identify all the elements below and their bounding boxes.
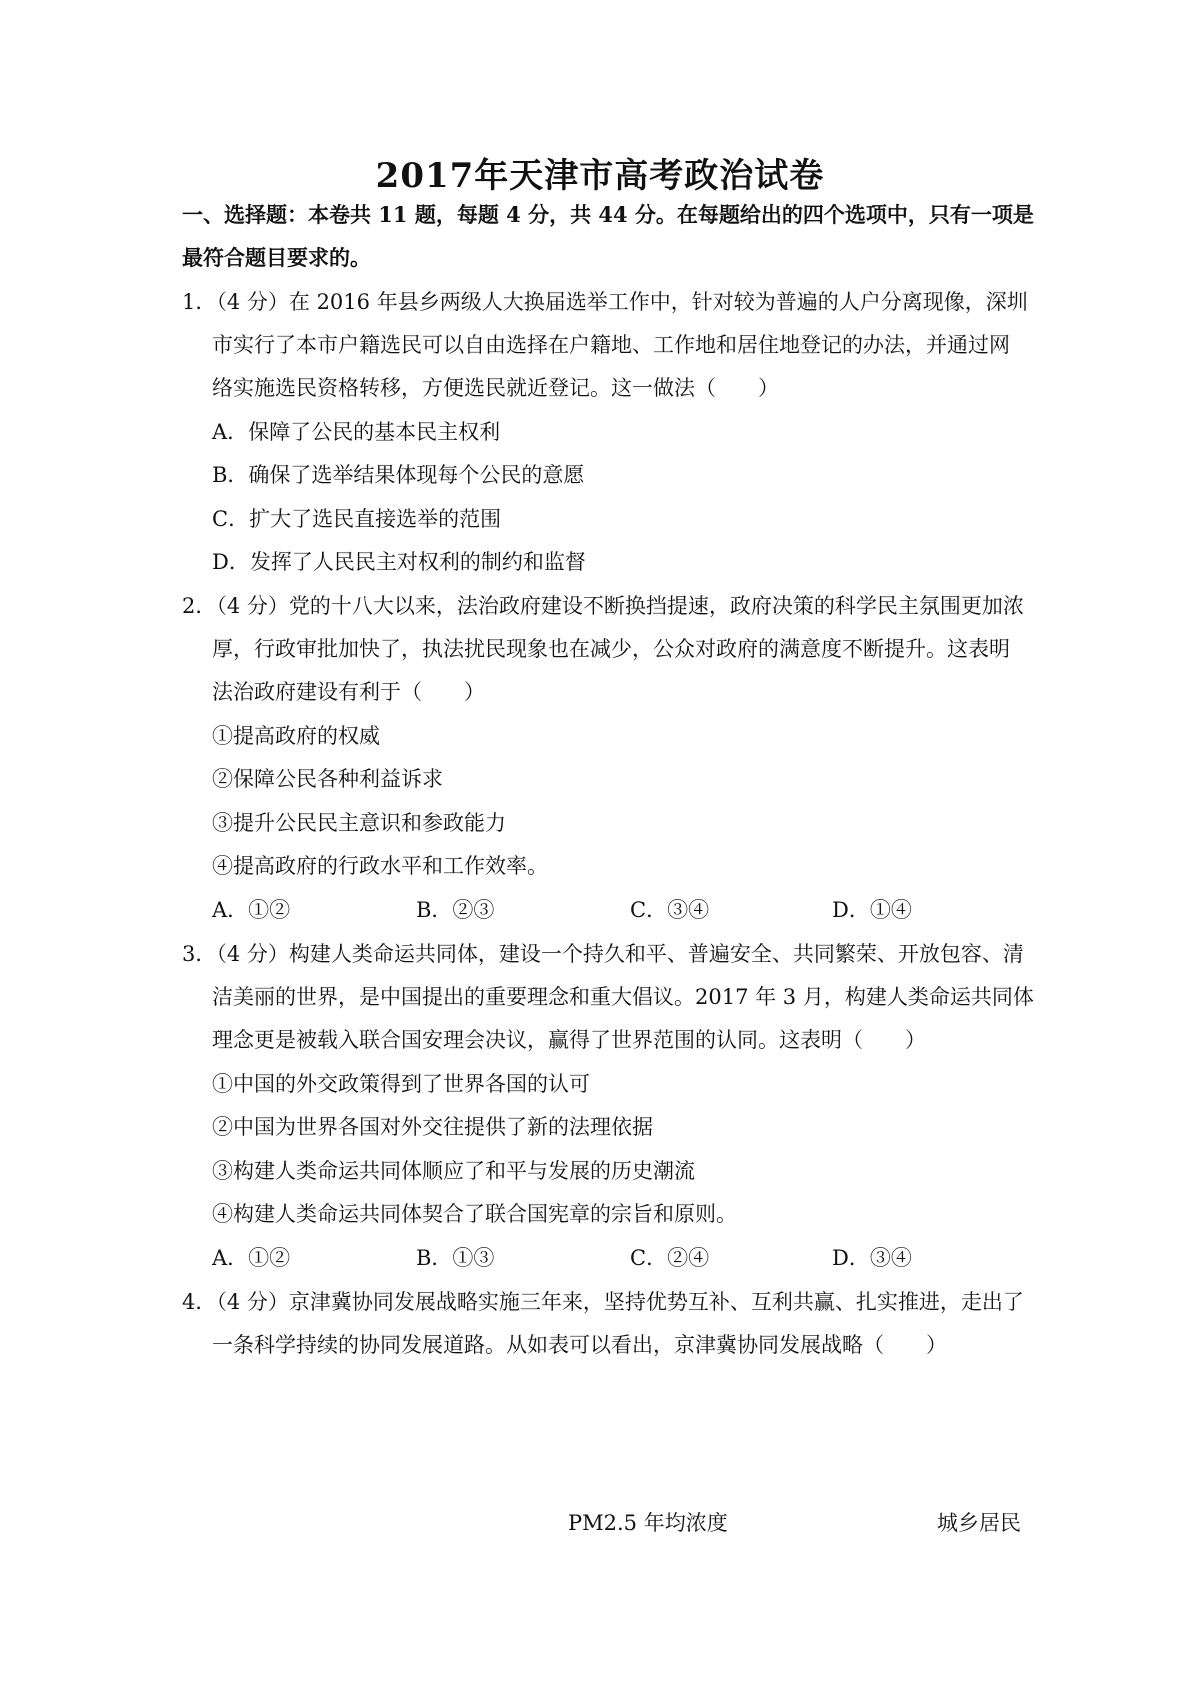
- section-heading-line-2: 最符合题目要求的。: [182, 245, 371, 270]
- question-1-stem-line-2: 市实行了本市户籍选民可以自由选择在户籍地、工作地和居住地登记的办法，并通过网: [212, 333, 1010, 357]
- question-1-choice-d: D．发挥了人民民主对权利的制约和监督: [212, 550, 586, 574]
- question-1-choice-c: C．扩大了选民直接选举的范围: [212, 507, 502, 531]
- question-3-choice-d: D．③④: [832, 1246, 912, 1270]
- question-3-choice-c: C．②④: [630, 1246, 710, 1270]
- question-2-stem-line-1: 2．（4 分）党的十八大以来，法治政府建设不断换挡提速，政府决策的科学民主氛围更加浓: [182, 594, 1024, 618]
- page-title: 2017年天津市高考政治试卷: [375, 156, 825, 196]
- question-2-stem-line-2: 厚，行政审批加快了，执法扰民现象也在减少，公众对政府的满意度不断提升。这表明: [212, 637, 1010, 661]
- question-4-stem-line-2: 一条科学持续的协同发展道路。从如表可以看出，京津冀协同发展战略（ ）: [212, 1333, 947, 1357]
- question-2-item-2: ②保障公民各种利益诉求: [212, 767, 443, 791]
- question-1-choice-b: B．确保了选举结果体现每个公民的意愿: [212, 463, 585, 487]
- question-3-item-2: ②中国为世界各国对外交往提供了新的法理依据: [212, 1115, 653, 1139]
- question-2-choice-d: D．①④: [832, 898, 912, 922]
- question-3-choice-a: A．①②: [212, 1246, 291, 1270]
- question-1-stem-line-3: 络实施选民资格转移，方便选民就近登记。这一做法（ ）: [212, 376, 779, 400]
- question-3-stem-line-1: 3．（4 分）构建人类命运共同体，建设一个持久和平、普遍安全、共同繁荣、开放包容、清: [182, 942, 1024, 966]
- question-2-item-1: ①提高政府的权威: [212, 724, 380, 748]
- question-3-stem-line-3: 理念更是被载入联合国安理会决议，赢得了世界范围的认同。这表明（ ）: [212, 1028, 926, 1052]
- table-header-pm25: PM2.5 年均浓度: [568, 1511, 728, 1535]
- question-2-item-3: ③提升公民民主意识和参政能力: [212, 811, 506, 835]
- question-3-item-3: ③构建人类命运共同体顺应了和平与发展的历史潮流: [212, 1159, 695, 1183]
- question-3-item-4: ④构建人类命运共同体契合了联合国宪章的宗旨和原则。: [212, 1202, 737, 1226]
- question-1-stem-line-1: 1．（4 分）在 2016 年县乡两级人大换届选举工作中，针对较为普遍的人户分离现像，深圳: [182, 290, 1028, 314]
- question-3-stem-line-2: 洁美丽的世界，是中国提出的重要理念和重大倡议。2017 年 3 月，构建人类命运共同体: [212, 985, 1034, 1009]
- question-4-stem-line-1: 4．（4 分）京津冀协同发展战略实施三年来，坚持优势互补、互利共赢、扎实推进，走出了: [182, 1290, 1024, 1314]
- question-2-stem-line-3: 法治政府建设有利于（ ）: [212, 680, 485, 704]
- table-header-residents: 城乡居民: [937, 1511, 1021, 1535]
- question-3-choice-b: B．①③: [416, 1246, 495, 1270]
- question-2-choice-b: B．②③: [416, 898, 495, 922]
- question-2-choice-a: A．①②: [212, 898, 291, 922]
- question-2-choice-c: C．③④: [630, 898, 710, 922]
- question-3-item-1: ①中国的外交政策得到了世界各国的认可: [212, 1072, 590, 1096]
- section-heading-line-1: 一、选择题：本卷共 11 题，每题 4 分，共 44 分。在每题给出的四个选项中，只有一项是: [182, 202, 1034, 227]
- question-1-choice-a: A．保障了公民的基本民主权利: [212, 420, 501, 444]
- question-2-item-4: ④提高政府的行政水平和工作效率。: [212, 854, 548, 878]
